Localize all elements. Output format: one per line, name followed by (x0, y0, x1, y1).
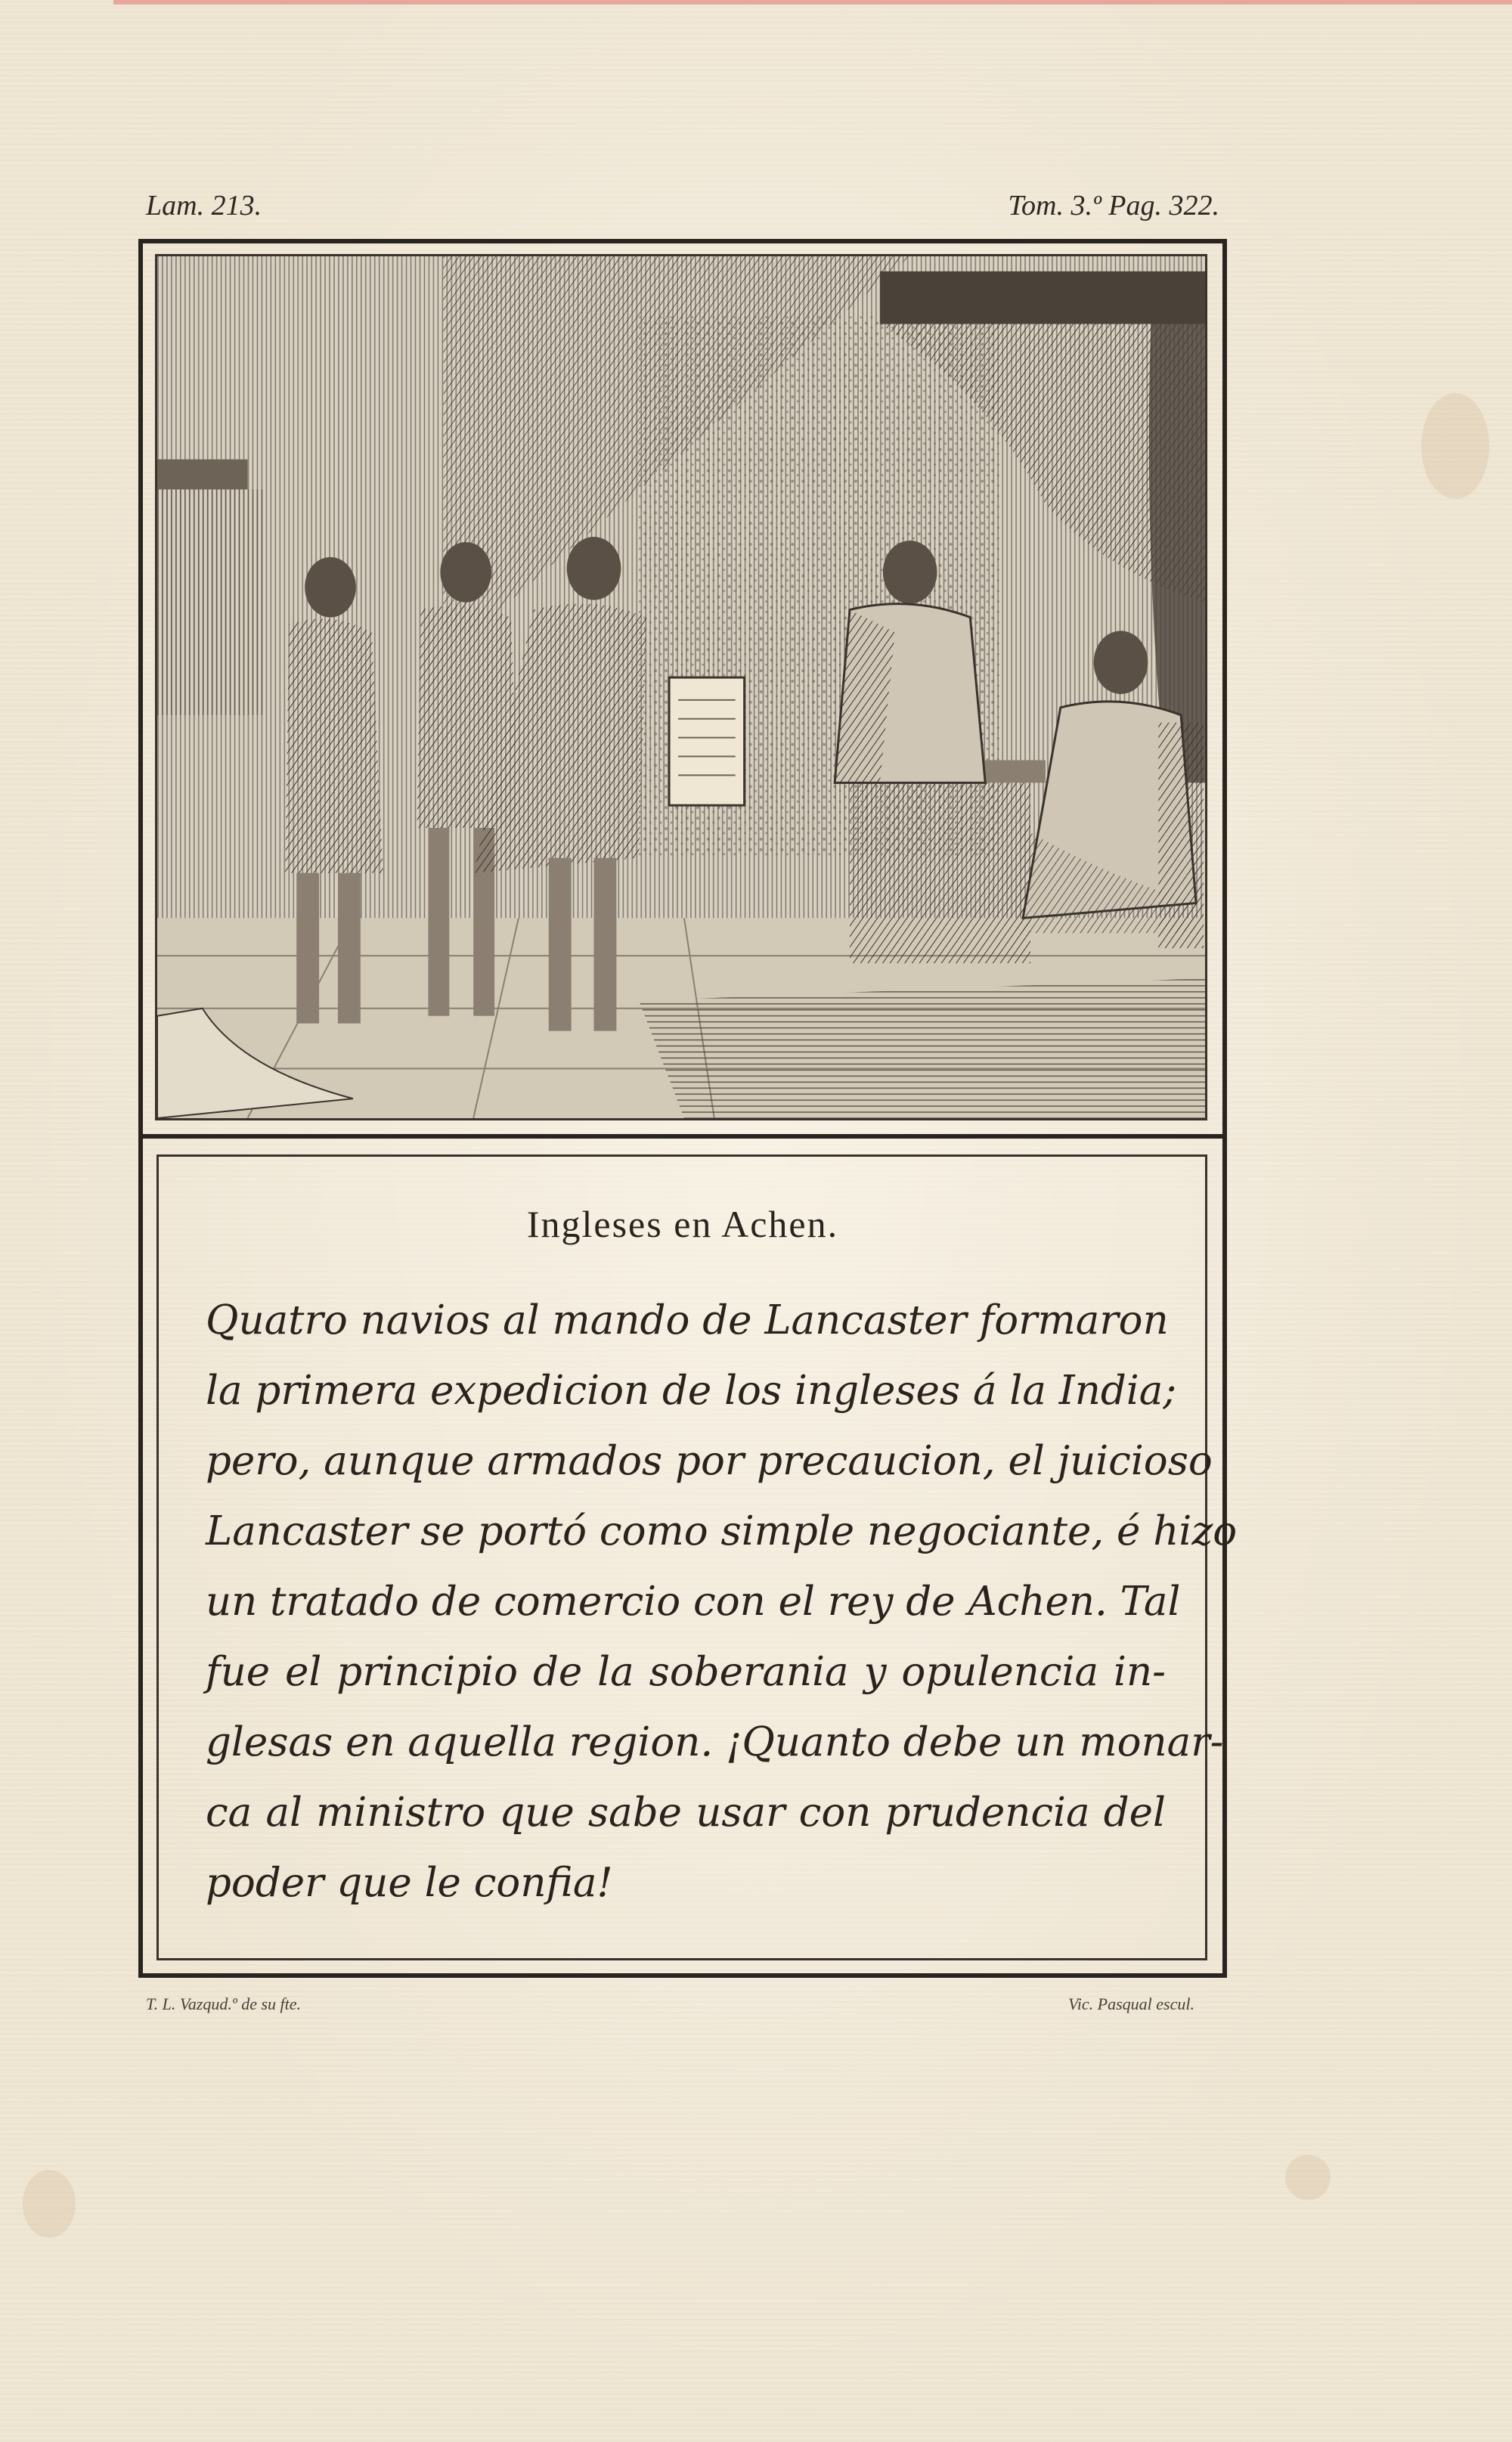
caption-line: pero, aunque armados por precaucion, el juicioso (206, 1438, 1213, 1484)
table (850, 775, 1030, 963)
carpet (639, 978, 1205, 1118)
caption-line: Lancaster se portó como simple negociante, é hizo (206, 1508, 1238, 1554)
caption-line: un tratado de comercio con el rey de Achen. Tal (206, 1579, 1181, 1625)
caption-line: fue el principio de la soberania y opulencia in- (206, 1649, 1166, 1695)
engraving-illustration (155, 254, 1207, 1120)
designer-credit: T. L. Vazqud.º de su fte. (146, 1994, 302, 2013)
canopy (880, 271, 1205, 324)
caption-title: Ingleses en Achen. (526, 1203, 839, 1245)
caption-line: poder que le confia! (206, 1860, 613, 1906)
divider-rule (138, 1134, 1227, 1139)
caption-line: la primera expedicion de los ingleses á la India; (206, 1368, 1177, 1414)
paper-foxing (1285, 2155, 1331, 2200)
caption-body (206, 1285, 1238, 1918)
plate-number: Lam. 213. (146, 190, 262, 222)
caption-line: ca al ministro que sabe usar con prudencia del (206, 1790, 1166, 1836)
volume-page-reference: Tom. 3.º Pag. 322. (1008, 190, 1219, 222)
engraver-credit: Vic. Pasqual escul. (1068, 1994, 1194, 2013)
engraving-scene (157, 256, 1205, 1118)
paper-foxing (1421, 393, 1489, 499)
paper-edge-stain (113, 0, 1512, 5)
paper-foxing (23, 2170, 76, 2238)
caption-line: Quatro navios al mando de Lancaster formaron (206, 1297, 1169, 1343)
caption-line: glesas en aquella region. ¡Quanto debe un monar- (206, 1719, 1224, 1765)
